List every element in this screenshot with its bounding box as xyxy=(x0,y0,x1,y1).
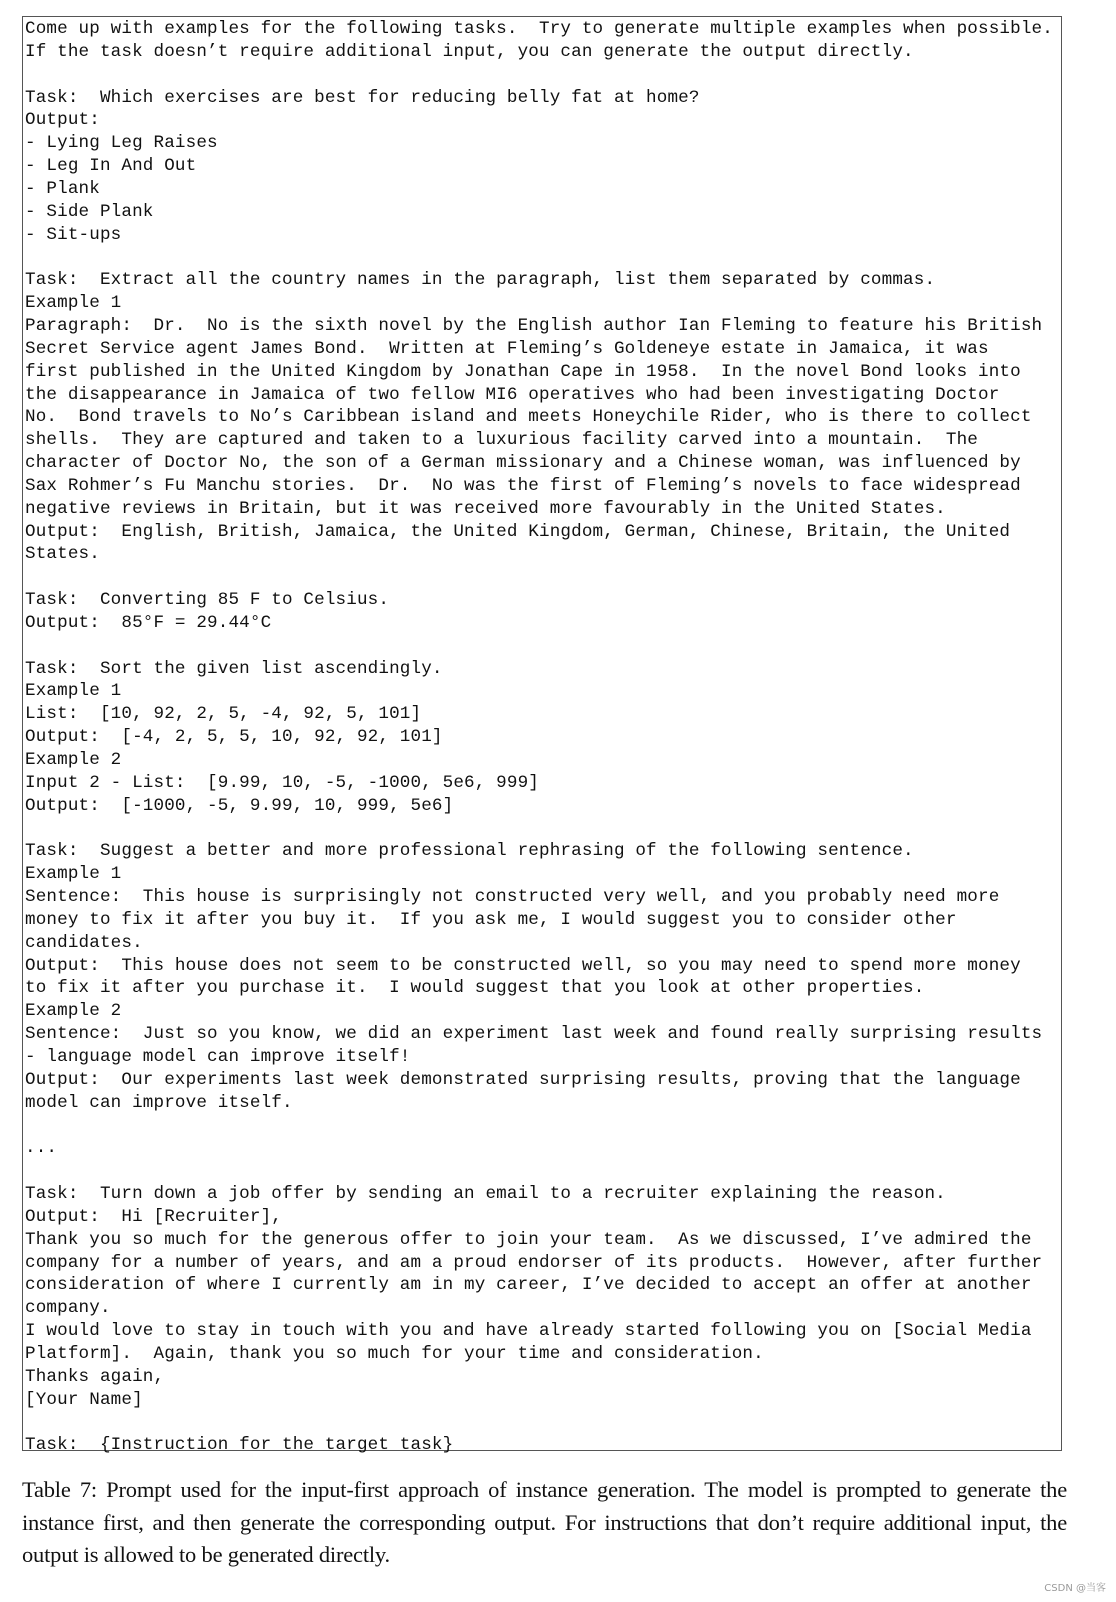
prompt-line: Example 2 xyxy=(25,1001,122,1022)
prompt-line: company for a number of years, and am a proud endorser of its products. However, after further xyxy=(25,1252,1043,1273)
table-caption: Table 7: Prompt used for the input-first approach of instance generation. The model is prompted to generate the instance first, and then generate the corresponding output. For instructions that don’t require additional input, the output is allowed to be generated directly. xyxy=(22,1477,1067,1567)
prompt-line: Example 1 xyxy=(25,864,122,885)
prompt-line: Task: Suggest a better and more professional rephrasing of the following sentence. xyxy=(25,841,914,862)
prompt-line: Output: [-4, 2, 5, 5, 10, 92, 92, 101] xyxy=(25,727,443,748)
prompt-box xyxy=(22,16,1062,1456)
prompt-line: shells. They are captured and taken to a luxurious facility carved into a mountain. The xyxy=(25,430,979,451)
prompt-line: Example 1 xyxy=(25,293,122,314)
prompt-line xyxy=(25,246,1061,269)
prompt-line: Output: Our experiments last week demonstrated surprising results, proving that the language xyxy=(25,1069,1021,1090)
prompt-line: negative reviews in Britain, but it was received more favourably in the United States. xyxy=(25,498,946,519)
prompt-line: Task: Which exercises are best for reducing belly fat at home? xyxy=(25,87,700,108)
prompt-line: company. xyxy=(25,1298,111,1319)
prompt-line: the disappearance in Jamaica of two fellow MI6 operatives who had been investigating Doctor xyxy=(25,384,1000,405)
prompt-line xyxy=(25,635,1061,658)
prompt-line: money to fix it after you buy it. If you ask me, I would suggest you to consider other xyxy=(25,909,957,930)
prompt-line: Output: 85°F = 29.44°C xyxy=(25,612,272,633)
prompt-line: - Leg In And Out xyxy=(25,156,197,177)
prompt-line: Sax Rohmer’s Fu Manchu stories. Dr. No was the first of Fleming’s novels to face widespread xyxy=(25,475,1021,496)
prompt-line: candidates. xyxy=(25,932,143,953)
prompt-line: model can improve itself. xyxy=(25,1092,293,1113)
prompt-line xyxy=(25,1115,1061,1138)
prompt-line: No. Bond travels to No’s Caribbean island and meets Honeychile Rider, who is there to collect xyxy=(25,407,1032,428)
prompt-line: - Plank xyxy=(25,178,100,199)
prompt-line: Come up with examples for the following tasks. Try to generate multiple examples when possible. xyxy=(25,19,1053,39)
prompt-line: Thank you so much for the generous offer to join your team. As we discussed, I’ve admired the xyxy=(25,1229,1032,1250)
prompt-line: consideration of where I currently am in my career, I’ve decided to accept an offer at another xyxy=(25,1275,1032,1296)
prompt-line: Example 1 xyxy=(25,681,122,702)
prompt-line: [Your Name] xyxy=(25,1389,143,1410)
prompt-line: Secret Service agent James Bond. Written at Fleming’s Goldeneye estate in Jamaica, it was xyxy=(25,338,989,359)
prompt-line: ... xyxy=(25,1138,58,1159)
prompt-line: - Sit-ups xyxy=(25,224,122,245)
prompt-line: Output: [-1000, -5, 9.99, 10, 999, 5e6] xyxy=(25,795,454,816)
prompt-line: - language model can improve itself! xyxy=(25,1046,411,1067)
prompt-line: Output: English, British, Jamaica, the United Kingdom, German, Chinese, Britain, the United xyxy=(25,521,1011,542)
prompt-line: first published in the United Kingdom by Jonathan Cape in 1958. In the novel Bond looks into xyxy=(25,361,1021,382)
prompt-line: to fix it after you purchase it. I would suggest that you look at other properties. xyxy=(25,978,925,999)
prompt-line: States. xyxy=(25,544,100,565)
prompt-line xyxy=(25,64,1061,87)
prompt-line: Task: {Instruction for the target task} xyxy=(25,1435,454,1456)
prompt-line: Platform]. Again, thank you so much for your time and consideration. xyxy=(25,1343,764,1364)
prompt-line: - Side Plank xyxy=(25,201,154,222)
prompt-line: Task: Sort the given list ascendingly. xyxy=(25,658,443,679)
prompt-line: List: [10, 92, 2, 5, -4, 92, 5, 101] xyxy=(25,704,422,725)
prompt-line: Output: This house does not seem to be constructed well, so you may need to spend more money xyxy=(25,955,1021,976)
prompt-line: I would love to stay in touch with you and have already started following you on [Social Media xyxy=(25,1321,1032,1342)
prompt-line: Sentence: This house is surprisingly not constructed very well, and you probably need more xyxy=(25,887,1000,908)
prompt-line: - Lying Leg Raises xyxy=(25,133,218,154)
prompt-line xyxy=(25,566,1061,589)
prompt-line: If the task doesn’t require additional input, you can generate the output directly. xyxy=(25,41,914,62)
prompt-line: Paragraph: Dr. No is the sixth novel by the English author Ian Fleming to feature his British xyxy=(25,315,1043,336)
prompt-line: Example 2 xyxy=(25,750,122,770)
prompt-line: character of Doctor No, the son of a German missionary and a Chinese woman, was influenced by xyxy=(25,453,1021,474)
prompt-line: Input 2 - List: [9.99, 10, -5, -1000, 5e6, 999] xyxy=(25,772,539,793)
prompt-line: Task: Converting 85 F to Celsius. xyxy=(25,590,390,611)
prompt-line xyxy=(25,1160,1061,1183)
prompt-line: Task: Extract all the country names in the paragraph, list them separated by commas. xyxy=(25,270,936,291)
watermark: CSDN @当客 xyxy=(1044,1583,1106,1594)
prompt-line: Output: Hi [Recruiter], xyxy=(25,1206,282,1227)
prompt-line xyxy=(25,818,1061,841)
prompt-line: Thanks again, xyxy=(25,1366,165,1387)
prompt-line xyxy=(25,1411,1061,1434)
prompt-line: Task: Turn down a job offer by sending an email to a recruiter explaining the reason. xyxy=(25,1184,946,1205)
prompt-line: Output: xyxy=(25,110,100,131)
prompt-line: Sentence: Just so you know, we did an experiment last week and found really surprising results xyxy=(25,1024,1043,1045)
